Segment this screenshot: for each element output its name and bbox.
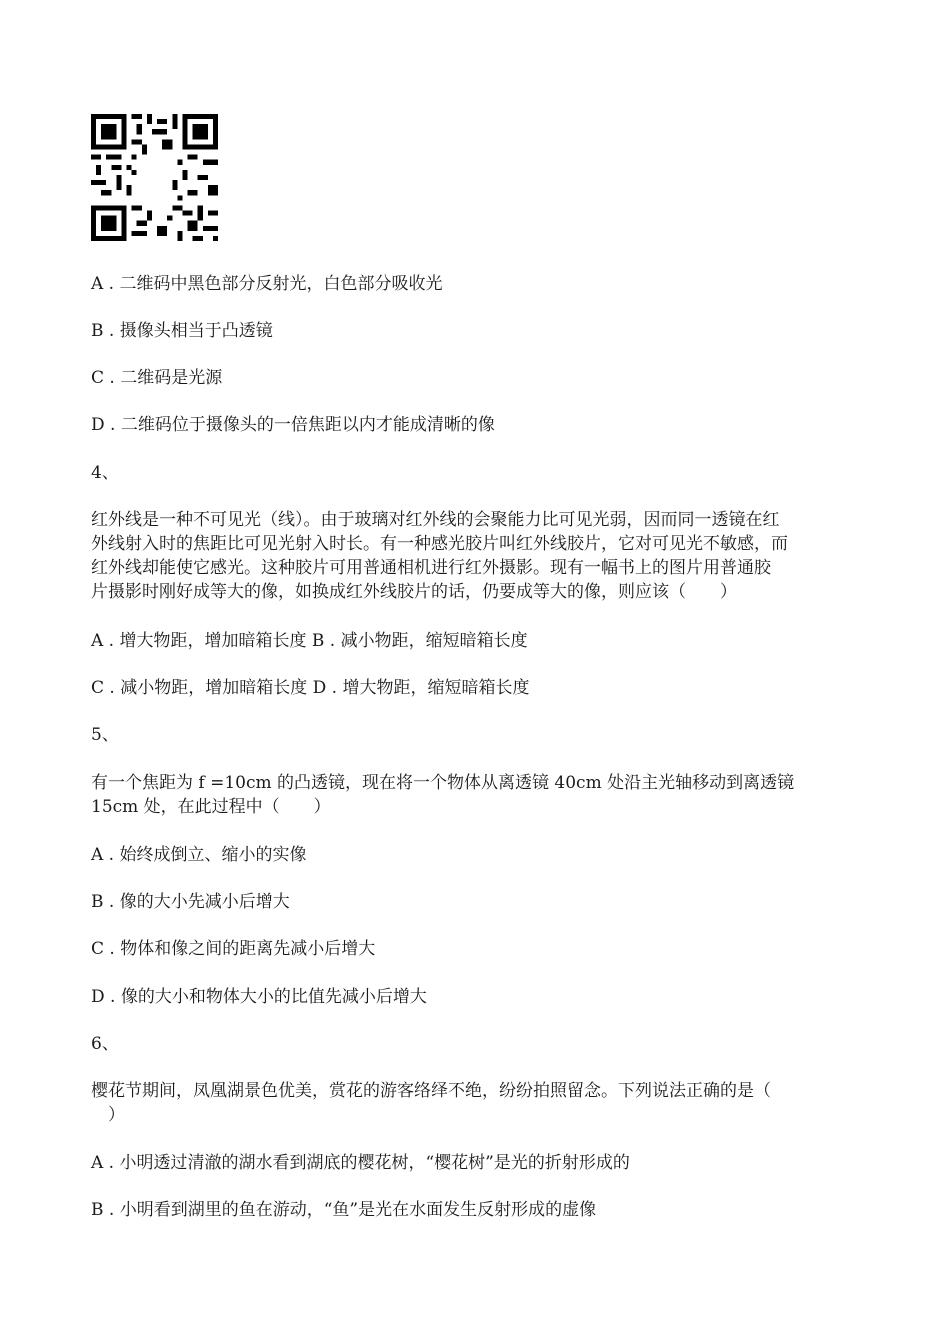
q5-option-c: C . 物体和像之间的距离先减小后增大	[91, 939, 376, 959]
qr-code-image	[91, 114, 218, 241]
q6-stem-line: 樱花节期间，凤凰湖景色优美，赏花的游客络绎不绝，纷纷拍照留念。下列说法正确的是（	[91, 1081, 771, 1101]
q4-option-cd: C . 减小物距，增加暗箱长度 D . 增大物距，缩短暗箱长度	[91, 678, 530, 698]
q5-option-b: B . 像的大小先减小后增大	[91, 892, 290, 912]
q5-stem	[91, 771, 866, 819]
q5-stem-line: 有一个焦距为 f =10cm 的凸透镜，现在将一个物体从离透镜 40cm 处沿主光轴移动到离透镜	[91, 773, 795, 793]
q4-stem-line: 外线射入时的焦距比可见光射入时长。有一种感光胶片叫红外线胶片，它对可见光不敏感，而	[91, 534, 788, 554]
q6-stem-line: ）	[91, 1105, 125, 1125]
q6-stem	[91, 1079, 866, 1127]
q5-stem-line: 15cm 处，在此过程中（ ）	[91, 797, 331, 817]
q3-option-b: B . 摄像头相当于凸透镜	[91, 321, 273, 341]
q5-number: 5、	[91, 725, 119, 745]
q3-option-c: C . 二维码是光源	[91, 368, 223, 388]
q4-stem-line: 片摄影时刚好成等大的像，如换成红外线胶片的话，仍要成等大的像，则应该（ ）	[91, 582, 737, 602]
q4-stem	[91, 508, 866, 604]
q5-option-a: A . 始终成倒立、缩小的实像	[91, 845, 307, 865]
q4-stem-line: 红外线却能使它感光。这种胶片可用普通相机进行红外摄影。现有一幅书上的图片用普通胶	[91, 558, 771, 578]
q6-option-a: A . 小明透过清澈的湖水看到湖底的樱花树，“樱花树”是光的折射形成的	[91, 1153, 630, 1173]
q6-option-b: B . 小明看到湖里的鱼在游动，“鱼”是光在水面发生反射形成的虚像	[91, 1200, 597, 1220]
q4-stem-line: 红外线是一种不可见光（线）。由于玻璃对红外线的会聚能力比可见光弱，因而同一透镜在红	[91, 510, 780, 530]
q4-number: 4、	[91, 463, 119, 483]
q4-option-ab: A . 增大物距，增加暗箱长度 B . 减小物距，缩短暗箱长度	[91, 631, 528, 651]
q3-option-d: D . 二维码位于摄像头的一倍焦距以内才能成清晰的像	[91, 415, 495, 435]
q5-option-d: D . 像的大小和物体大小的比值先减小后增大	[91, 987, 427, 1007]
q3-option-a: A . 二维码中黑色部分反射光，白色部分吸收光	[91, 274, 443, 294]
q6-number: 6、	[91, 1034, 119, 1054]
